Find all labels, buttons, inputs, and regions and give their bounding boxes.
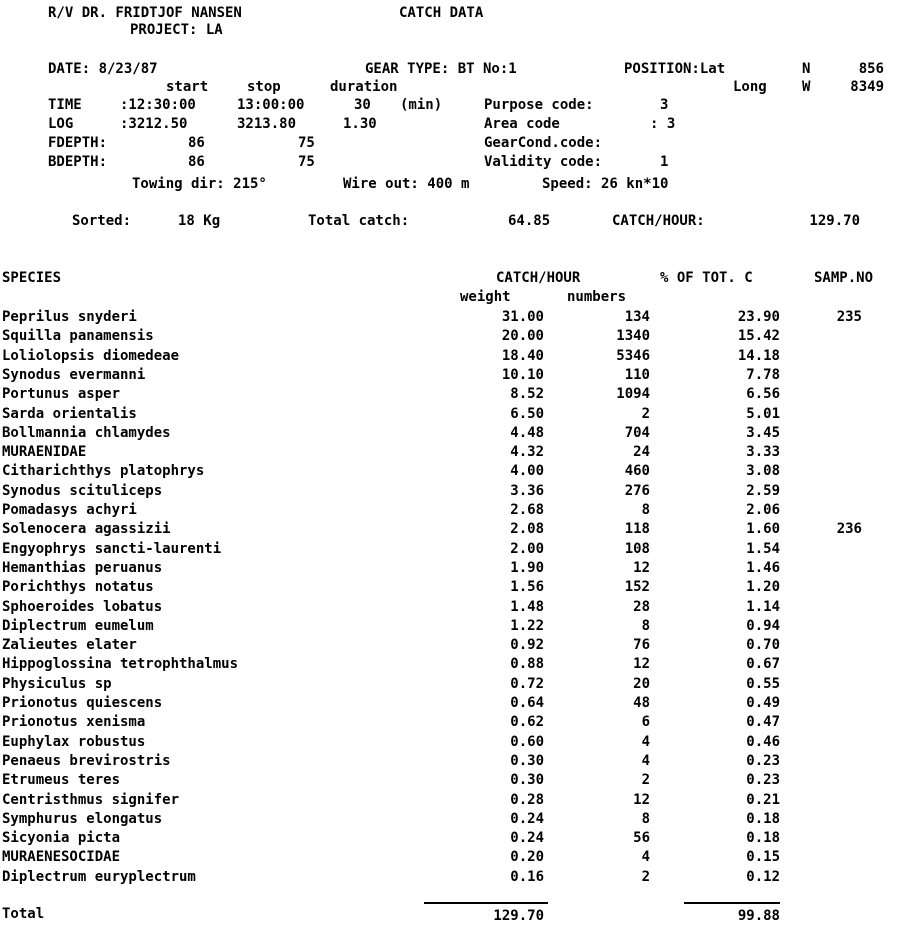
species-name: Synodus scituliceps bbox=[2, 482, 163, 499]
catch-numbers: 76 bbox=[633, 637, 650, 654]
header-row-duration: 1.30 bbox=[343, 116, 377, 132]
species-name: Porichthys notatus bbox=[2, 579, 154, 596]
catch-weight: 0.64 bbox=[510, 695, 544, 711]
catch-numbers: 8 bbox=[641, 502, 650, 518]
header-row-stop: 13:00:00 bbox=[237, 97, 305, 113]
sample-number-column-header: SAMP.NO bbox=[814, 270, 874, 286]
percent-of-total: 2.06 bbox=[746, 502, 780, 518]
header-row-right-value: : 3 bbox=[650, 116, 676, 132]
catch-numbers: 20 bbox=[633, 675, 650, 692]
catch-weight: 0.16 bbox=[510, 868, 544, 885]
header-row-label: FDEPTH: bbox=[48, 135, 108, 151]
species-name: Squilla panamensis bbox=[2, 328, 154, 345]
header-row-stop: 3213.80 bbox=[237, 116, 297, 132]
catch-numbers: 1094 bbox=[616, 386, 650, 403]
catch-weight: 0.92 bbox=[510, 637, 544, 654]
total-catch-value: 64.85 bbox=[508, 213, 551, 229]
percent-of-total: 6.56 bbox=[746, 386, 780, 403]
catch-weight: 10.10 bbox=[501, 366, 544, 383]
catch-numbers: 108 bbox=[624, 540, 650, 557]
catch-weight: 0.60 bbox=[510, 733, 544, 750]
species-name: Synodus evermanni bbox=[2, 366, 146, 383]
header-row-start: 86 bbox=[188, 154, 205, 170]
header-row-stop: 75 bbox=[298, 154, 315, 170]
catch-weight: 4.00 bbox=[510, 463, 544, 480]
percent-of-total: 0.46 bbox=[746, 733, 780, 750]
catch-numbers: 4 bbox=[641, 733, 650, 750]
catch-numbers: 2 bbox=[641, 405, 650, 422]
species-name: Centristhmus signifer bbox=[2, 791, 180, 808]
date-field: DATE: 8/23/87 bbox=[48, 61, 158, 77]
percent-of-total: 0.94 bbox=[746, 617, 780, 634]
species-name: Penaeus brevirostris bbox=[2, 752, 171, 769]
catch-weight: 0.88 bbox=[510, 656, 544, 673]
catch-hour-column-header: CATCH/HOUR bbox=[496, 270, 581, 286]
percent-of-total: 0.23 bbox=[746, 752, 780, 769]
catch-weight: 4.48 bbox=[510, 424, 544, 441]
longitude-direction: W bbox=[802, 79, 811, 95]
percent-total-column-header: % OF TOT. C bbox=[660, 270, 753, 286]
species-name: MURAENIDAE bbox=[2, 444, 87, 461]
percent-of-total: 1.46 bbox=[746, 559, 780, 576]
catch-numbers: 1340 bbox=[616, 328, 650, 345]
percent-of-total: 0.18 bbox=[746, 810, 780, 827]
catch-numbers: 704 bbox=[624, 424, 650, 441]
catch-weight: 2.68 bbox=[510, 502, 544, 518]
percent-of-total: 5.01 bbox=[746, 405, 780, 422]
catch-weight: 31.00 bbox=[501, 309, 544, 325]
percent-of-total: 3.08 bbox=[746, 463, 780, 480]
catch-numbers: 8 bbox=[641, 617, 650, 634]
catch-numbers: 4 bbox=[641, 849, 650, 866]
sample-number: 236 bbox=[836, 521, 862, 538]
species-name: Peprilus snyderi bbox=[2, 309, 137, 325]
catch-numbers: 56 bbox=[633, 830, 650, 847]
catch-weight: 1.56 bbox=[510, 579, 544, 596]
percent-of-total: 0.70 bbox=[746, 637, 780, 654]
species-name: Bollmannia chlamydes bbox=[2, 424, 171, 441]
catch-weight: 3.36 bbox=[510, 482, 544, 499]
species-name: Euphylax robustus bbox=[2, 733, 146, 750]
species-column-header: SPECIES bbox=[2, 270, 62, 286]
catch-numbers: 276 bbox=[624, 482, 650, 499]
gear-type-field: GEAR TYPE: BT No:1 bbox=[365, 61, 517, 77]
weight-subheader: weight bbox=[460, 289, 511, 305]
species-name: Hippoglossina tetrophthalmus bbox=[2, 656, 239, 673]
percent-of-total: 1.20 bbox=[746, 579, 780, 596]
species-name: Solenocera agassizii bbox=[2, 521, 171, 538]
species-name: MURAENESOCIDAE bbox=[2, 849, 121, 866]
vessel-name: R/V DR. FRIDTJOF NANSEN bbox=[48, 5, 242, 21]
species-name: Pomadasys achyri bbox=[2, 502, 137, 518]
header-row-right-value: 3 bbox=[660, 97, 669, 113]
catch-weight: 2.08 bbox=[510, 521, 544, 538]
catch-numbers: 110 bbox=[624, 366, 650, 383]
percent-of-total: 1.60 bbox=[746, 521, 780, 538]
header-row-unit: (min) bbox=[400, 97, 443, 113]
total-weight-value: 129.70 bbox=[493, 908, 544, 924]
species-name: Physiculus sp bbox=[2, 675, 112, 692]
catch-numbers: 6 bbox=[641, 714, 650, 731]
header-row-right-label: GearCond.code: bbox=[484, 135, 603, 151]
catch-weight: 20.00 bbox=[501, 328, 544, 345]
catch-weight: 0.30 bbox=[510, 772, 544, 789]
catch-numbers: 8 bbox=[641, 810, 650, 827]
catch-numbers: 12 bbox=[633, 791, 650, 808]
catch-weight: 6.50 bbox=[510, 405, 544, 422]
document-title: CATCH DATA bbox=[399, 5, 484, 21]
catch-weight: 0.24 bbox=[510, 830, 544, 847]
total-weight-rule bbox=[424, 902, 548, 904]
percent-of-total: 0.21 bbox=[746, 791, 780, 808]
longitude-value: 8349 bbox=[850, 79, 884, 95]
catch-numbers: 2 bbox=[641, 772, 650, 789]
catch-weight: 8.52 bbox=[510, 386, 544, 403]
catch-numbers: 4 bbox=[641, 752, 650, 769]
percent-of-total: 7.78 bbox=[746, 366, 780, 383]
catch-weight: 0.28 bbox=[510, 791, 544, 808]
percent-of-total: 3.33 bbox=[746, 444, 780, 461]
species-name: Portunus asper bbox=[2, 386, 121, 403]
catch-numbers: 152 bbox=[624, 579, 650, 596]
column-start: start bbox=[166, 79, 209, 95]
column-duration: duration bbox=[330, 79, 398, 95]
catch-weight: 1.22 bbox=[510, 617, 544, 634]
header-row-right-value: 1 bbox=[660, 154, 669, 170]
catch-weight: 0.30 bbox=[510, 752, 544, 769]
header-row-right-label: Area code bbox=[484, 116, 560, 132]
catch-weight: 4.32 bbox=[510, 444, 544, 461]
catch-numbers: 460 bbox=[624, 463, 650, 480]
numbers-subheader: numbers bbox=[567, 289, 627, 305]
catch-weight: 1.90 bbox=[510, 559, 544, 576]
longitude-label: Long bbox=[733, 79, 767, 95]
catch-weight: 0.62 bbox=[510, 714, 544, 731]
percent-of-total: 23.90 bbox=[737, 309, 780, 325]
percent-of-total: 15.42 bbox=[737, 328, 780, 345]
position-label: POSITION:Lat bbox=[624, 61, 726, 77]
column-stop: stop bbox=[247, 79, 281, 95]
header-row-right-label: Validity code: bbox=[484, 154, 603, 170]
species-name: Etrumeus teres bbox=[2, 772, 121, 789]
catch-weight: 2.00 bbox=[510, 540, 544, 557]
percent-of-total: 0.15 bbox=[746, 849, 780, 866]
percent-of-total: 0.67 bbox=[746, 656, 780, 673]
species-name: Engyophrys sancti-laurenti bbox=[2, 540, 222, 557]
header-row-label: LOG bbox=[48, 116, 74, 132]
header-row-right-label: Purpose code: bbox=[484, 97, 594, 113]
percent-of-total: 0.55 bbox=[746, 675, 780, 692]
species-name: Diplectrum euryplectrum bbox=[2, 868, 196, 885]
catch-numbers: 134 bbox=[624, 309, 650, 325]
catch-numbers: 24 bbox=[633, 444, 650, 461]
catch-per-hour-label: CATCH/HOUR: bbox=[612, 213, 705, 229]
species-name: Citharichthys platophrys bbox=[2, 463, 205, 480]
latitude-value: 856 bbox=[858, 61, 884, 77]
header-row-duration: 30 bbox=[354, 97, 371, 113]
catch-numbers: 2 bbox=[641, 868, 650, 885]
speed: Speed: 26 kn*10 bbox=[542, 176, 669, 192]
catch-numbers: 12 bbox=[633, 656, 650, 673]
header-row-stop: 75 bbox=[298, 135, 315, 151]
species-name: Symphurus elongatus bbox=[2, 810, 163, 827]
species-name: Sphoeroides lobatus bbox=[2, 598, 163, 615]
sorted-value: 18 Kg bbox=[178, 213, 221, 229]
sample-number: 235 bbox=[836, 309, 862, 325]
catch-numbers: 28 bbox=[633, 598, 650, 615]
percent-of-total: 0.12 bbox=[746, 868, 780, 885]
percent-of-total: 0.23 bbox=[746, 772, 780, 789]
species-name: Sicyonia picta bbox=[2, 830, 121, 847]
species-name: Sarda orientalis bbox=[2, 405, 137, 422]
catch-weight: 1.48 bbox=[510, 598, 544, 615]
species-name: Diplectrum eumelum bbox=[2, 617, 154, 634]
catch-weight: 0.24 bbox=[510, 810, 544, 827]
catch-numbers: 5346 bbox=[616, 347, 650, 364]
header-row-start: 86 bbox=[188, 135, 205, 151]
towing-direction: Towing dir: 215° bbox=[132, 176, 267, 192]
catch-numbers: 48 bbox=[633, 695, 650, 711]
latitude-direction: N bbox=[802, 61, 811, 77]
percent-of-total: 1.14 bbox=[746, 598, 780, 615]
header-row-label: BDEPTH: bbox=[48, 154, 108, 170]
percent-of-total: 0.18 bbox=[746, 830, 780, 847]
species-name: Zalieutes elater bbox=[2, 637, 137, 654]
catch-numbers: 12 bbox=[633, 559, 650, 576]
percent-of-total: 0.49 bbox=[746, 695, 780, 711]
header-row-start: :3212.50 bbox=[120, 116, 188, 132]
percent-of-total: 0.47 bbox=[746, 714, 780, 731]
percent-of-total: 2.59 bbox=[746, 482, 780, 499]
project-label: PROJECT: LA bbox=[130, 22, 223, 38]
sorted-label: Sorted: bbox=[72, 213, 132, 229]
species-name: Loliolopsis diomedeae bbox=[2, 347, 180, 364]
total-label: Total bbox=[2, 906, 45, 922]
species-name: Prionotus quiescens bbox=[2, 695, 163, 711]
header-row-label: TIME bbox=[48, 97, 82, 113]
catch-numbers: 118 bbox=[624, 521, 650, 538]
catch-weight: 0.20 bbox=[510, 849, 544, 866]
total-catch-label: Total catch: bbox=[308, 213, 410, 229]
catch-per-hour-value: 129.70 bbox=[809, 213, 860, 229]
percent-of-total: 1.54 bbox=[746, 540, 780, 557]
species-name: Prionotus xenisma bbox=[2, 714, 146, 731]
percent-of-total: 14.18 bbox=[737, 347, 780, 364]
percent-of-total: 3.45 bbox=[746, 424, 780, 441]
wire-out: Wire out: 400 m bbox=[343, 176, 470, 192]
total-percent-rule bbox=[684, 902, 780, 904]
catch-weight: 0.72 bbox=[510, 675, 544, 692]
header-row-start: :12:30:00 bbox=[120, 97, 196, 113]
total-percent-value: 99.88 bbox=[737, 908, 780, 924]
species-name: Hemanthias peruanus bbox=[2, 559, 163, 576]
catch-weight: 18.40 bbox=[501, 347, 544, 364]
